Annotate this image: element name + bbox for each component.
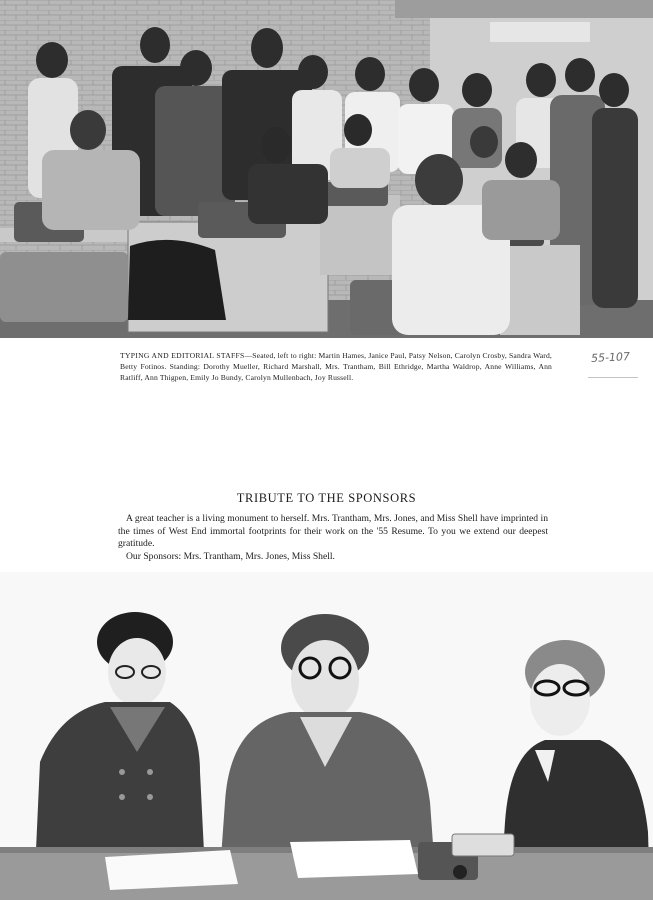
tribute-title: TRIBUTE TO THE SPONSORS — [236, 491, 417, 505]
staff-photo-caption — [120, 350, 552, 383]
sponsors-line: Our Sponsors: Mrs. Trantham, Mrs. Jones, Miss Shell. — [126, 551, 335, 562]
page-code-rule — [588, 377, 638, 378]
staff-group-photo — [0, 0, 653, 338]
sponsors-photo — [0, 572, 653, 900]
sponsors-photo-illustration — [0, 572, 653, 900]
caption-names: —Seated, left to right: Martin Hames, Janice Paul, Patsy Nelson, Carolyn Crosby, Sandra Ward, Betty Fotinos. Standing: Dorothy Mueller, Richard Marshall, Mrs. Trantham, Bill Ethridge, Martha Waldrop, Anne Williams, Ann Ratliff, Ann Thigpen, Emily Jo Bundy, Carolyn Mullenbach, Joy Russell. — [120, 351, 552, 382]
handwritten-page-code: 55-107 — [590, 349, 631, 366]
tribute-paragraph: A great teacher is a living monument to herself. Mrs. Trantham, Mrs. Jones, and Miss Shell have imprinted in the times of West End immortal footprints for their work on the '55 Resume. To you we extend our deepest gratitude. — [118, 513, 548, 549]
staff-photo-illustration — [0, 0, 653, 338]
caption-heading: TYPING AND EDITORIAL STAFFS — [120, 351, 245, 360]
